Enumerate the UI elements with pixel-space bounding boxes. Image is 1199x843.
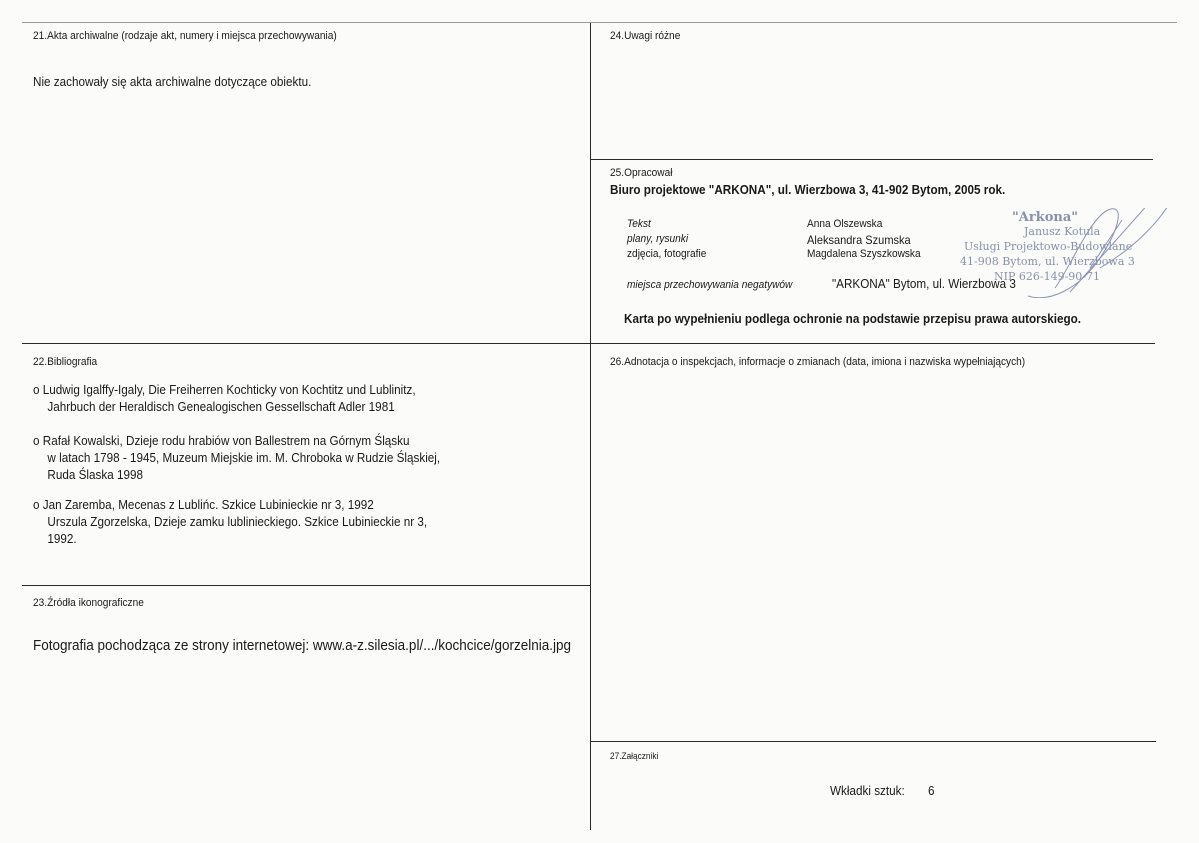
section-23-text: Fotografia pochodząca ze strony internetowej: www.a-z.silesia.pl/.../kochcice/gorzelnia.jpg [33, 637, 572, 654]
bib-3-line-1: o Jan Zaremba, Mecenas z Lublińc. Szkice Lubinieckie nr 3, 1992 [33, 497, 374, 512]
stamp-line-5: NIP 626-149-90-71 [994, 270, 1101, 283]
divider-27 [590, 741, 1156, 742]
author-name-photos: Magdalena Szyszkowska [807, 248, 921, 260]
section-22-title: 22.Bibliografia [33, 356, 98, 368]
author-name-plans: Aleksandra Szumska [807, 233, 911, 247]
section-21-text: Nie zachowały się akta archiwalne dotyczące obiektu. [33, 74, 312, 89]
attachments-label: Wkładki sztuk: [830, 783, 905, 798]
divider-23 [22, 585, 590, 586]
divider-middle [22, 343, 1155, 344]
bib-2-line-1: o Rafał Kowalski, Dzieje rodu hrabiów von Ballestrem na Górnym Śląsku [33, 433, 410, 448]
copyright-notice: Karta po wypełnieniu podlega ochronie na podstawie przepisu prawa autorskiego. [624, 311, 1082, 326]
bib-3-line-3: 1992. [47, 531, 77, 546]
stamp-line-4: 41-908 Bytom, ul. Wierzbowa 3 [960, 255, 1135, 268]
stamp-line-1: "Arkona" [1012, 210, 1079, 225]
signature-drawing [950, 208, 1170, 298]
section-24-title: 24.Uwagi różne [610, 30, 681, 42]
section-23-title: 23.Źródła ikonograficzne [33, 597, 144, 609]
author-role-text: Tekst [627, 218, 651, 230]
negatives-value: "ARKONA" Bytom, ul. Wierzbowa 3 [832, 276, 1016, 291]
bibliography-entry [33, 432, 573, 483]
divider-25 [590, 159, 1153, 160]
company-stamp [950, 208, 1170, 298]
center-divider [590, 22, 591, 830]
author-role-plans: plany, rysunki [627, 233, 689, 245]
bib-2-line-2: w latach 1798 - 1945, Muzeum Miejskie im. M. Chroboka w Rudzie Śląskiej, [47, 450, 441, 465]
attachments-count: 6 [928, 783, 935, 798]
bib-1-line-2: Jahrbuch der Heraldisch Genealogischen Gessellschaft Adler 1981 [47, 399, 395, 414]
negatives-label: miejsca przechowywania negatywów [627, 279, 793, 291]
bib-3-line-2: Urszula Zgorzelska, Dzieje zamku lublinieckiego. Szkice Lubinieckie nr 3, [47, 514, 428, 529]
top-border [22, 22, 1177, 23]
section-27-title: 27.Załączniki [610, 751, 659, 761]
section-25-office: Biuro projektowe "ARKONA", ul. Wierzbowa 3, 41-902 Bytom, 2005 rok. [610, 182, 1006, 197]
stamp-line-3: Usługi Projektowo-Budowlane [964, 240, 1133, 253]
section-25-title: 25.Opracował [610, 167, 673, 179]
bib-2-line-3: Ruda Ślaska 1998 [47, 467, 144, 482]
bib-1-line-1: o Ludwig Igalffy-Igaly, Die Freiherren Kochticky von Kochtitz und Lublinitz, [33, 382, 416, 397]
author-role-photos: zdjęcia, fotografie [627, 248, 707, 260]
stamp-line-2: Janusz Kotula [1024, 225, 1101, 238]
bibliography-entry [33, 496, 573, 547]
section-21-title: 21.Akta archiwalne (rodzaje akt, numery i miejsca przechowywania) [33, 30, 337, 42]
bibliography-entry [33, 381, 573, 415]
author-name-text: Anna Olszewska [807, 218, 883, 230]
section-26-title: 26.Adnotacja o inspekcjach, informacje o zmianach (data, imiona i nazwiska wypełniających) [610, 356, 1026, 368]
